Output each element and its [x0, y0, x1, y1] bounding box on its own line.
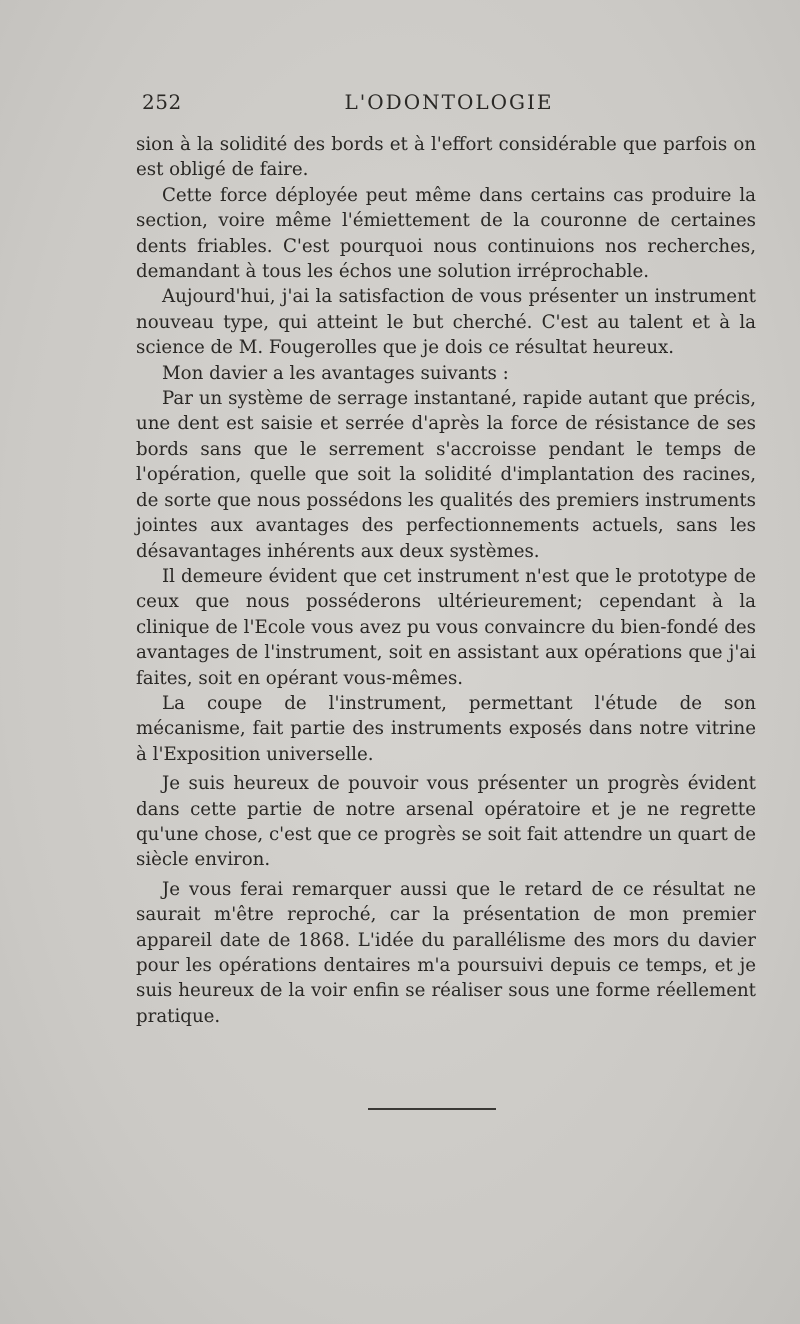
paragraph: Aujourd'hui, j'ai la satisfaction de vous présenter un instrument nouveau type, qui atteint le but cherché. C'est au talent et à la science de M. Fougerolles que je dois ce résultat heureux. — [136, 286, 756, 359]
paragraph: Je suis heureux de pouvoir vous présenter un progrès évident dans cette partie de notre arsenal opératoire et je ne regrette qu'une chose, c'est que ce progrès se soit fait attendre un quart de siècle environ. — [136, 773, 756, 871]
paragraph: La coupe de l'instrument, permettant l'étude de son mécanisme, fait partie des instruments exposés dans notre vitrine à l'Exposition universelle. — [136, 692, 756, 765]
section-end-rule — [368, 1108, 496, 1110]
paragraph: Mon davier a les avantages suivants : — [162, 362, 509, 384]
paragraph: Il demeure évident que cet instrument n'est que le prototype de ceux que nous posséderons ultérieurement; cependant à la clinique de l'Ecole vous avez pu vous convaincre du bien-fondé des avantages de l'instrument, soit en assistant aux opérations que j'ai faites, soit en opérant vous-mêmes. — [136, 565, 756, 689]
paragraph: Je vous ferai remarquer aussi que le retard de ce résultat ne saurait m'être reproché, car la présentation de mon premier appareil date de 1868. L'idée du parallélisme des mors du davier pour les opérations dentaires m'a poursuivi depuis ce temps, et je suis heureux de la voir enfin se réaliser sous une forme réellement pratique. — [136, 878, 756, 1027]
paragraph-continuation: sion à la solidité des bords et à l'effort considérable que parfois on est obligé de faire. — [136, 134, 756, 181]
page-header — [142, 88, 756, 118]
page-number: 252 — [142, 90, 182, 114]
paragraph: Par un système de serrage instantané, rapide autant que précis, une dent est saisie et serrée d'après la force de résistance de ses bords sans que le serrement s'accroisse pendant le temps de l'opération, quelle que soit la solidité d'implantation des racines, de sorte que nous possédons les qualités des premiers instruments jointes aux avantages des perfectionnements actuels, sans les désavantages inhérents aux deux systèmes. — [136, 388, 756, 562]
paragraph: Cette force déployée peut même dans certains cas produire la section, voire même l'émiettement de la couronne de certaines dents friables. C'est pourquoi nous continuions nos recherches, demandant à tous les échos une solution irréprochable. — [136, 184, 756, 283]
running-title: L'ODONTOLOGIE — [344, 90, 554, 114]
body-text — [136, 132, 756, 1029]
